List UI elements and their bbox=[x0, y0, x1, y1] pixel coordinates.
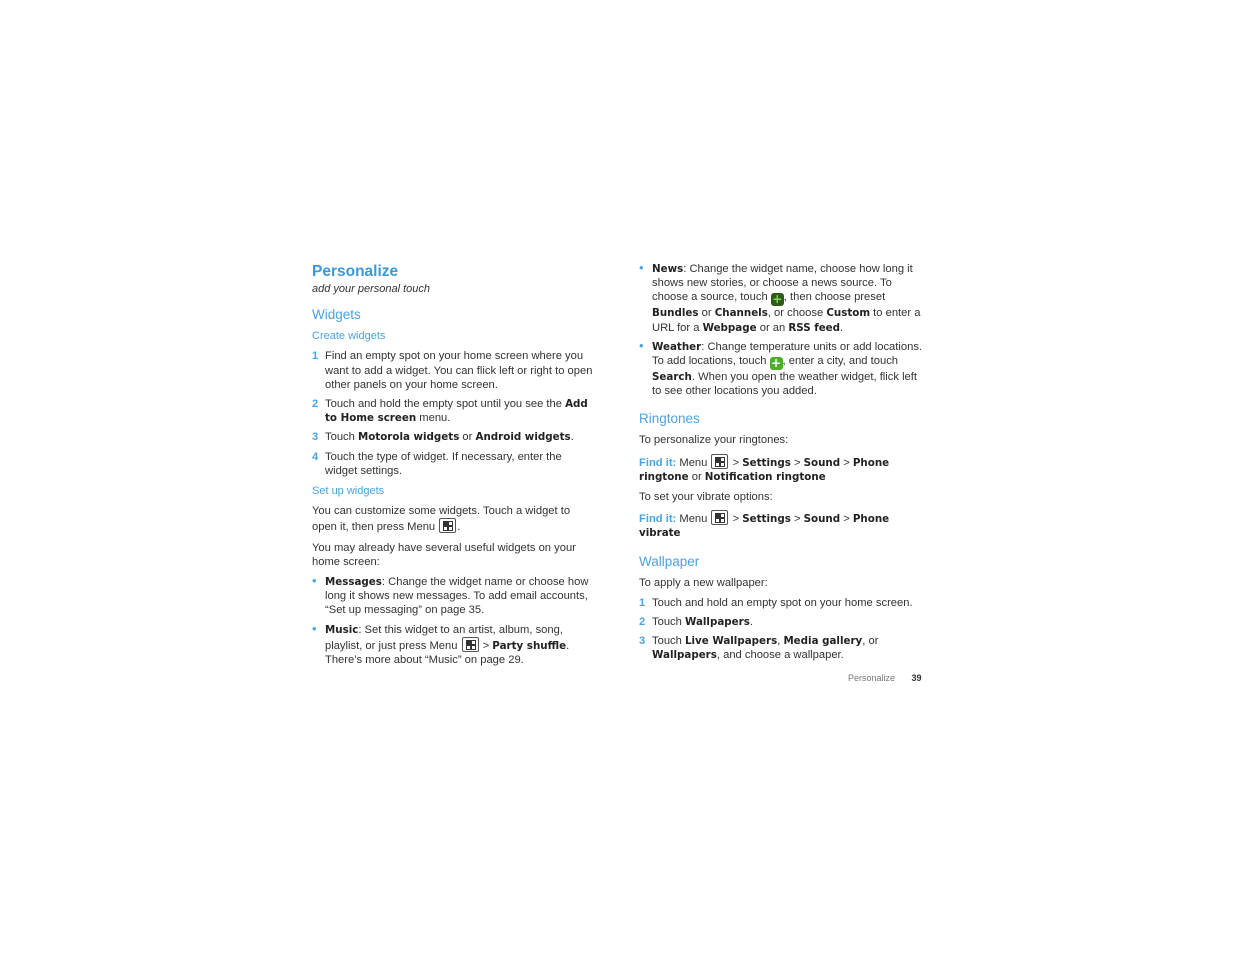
list-item: • Music: Set this widget to an artist, album, song, playlist, or just press Menu > Party shuffle. There’s more about “Music” on page 29. bbox=[312, 620, 570, 667]
menu-key-icon bbox=[439, 518, 456, 533]
create-widgets-heading: Create widgets bbox=[312, 330, 386, 343]
widget-bullets-right bbox=[639, 262, 924, 398]
bullet-icon: • bbox=[312, 620, 317, 636]
wallpaper-steps bbox=[639, 596, 924, 663]
list-item: 4 Touch the type of widget. If necessary, enter the widget settings. bbox=[312, 450, 562, 477]
ringtones-find-it: Find it: Menu > Settings > Sound > Phone ringtone or Notification ringtone bbox=[639, 454, 924, 484]
bullet-icon: • bbox=[639, 337, 644, 353]
setup-paragraph-2: You may already have several useful widgets on your home screen: bbox=[312, 541, 576, 568]
left-column bbox=[312, 262, 597, 673]
widgets-heading: Widgets bbox=[312, 307, 361, 323]
list-item: • News: Change the widget name, choose how long it shows new stories, or choose a news source. To choose a source, touch +, then choose preset Bundles or Channels, or choose Custom to enter a URL for a Webpage or an RSS feed. bbox=[639, 260, 921, 334]
footer-section: Personalize bbox=[848, 673, 896, 683]
menu-key-icon bbox=[711, 510, 728, 525]
page-number: 39 bbox=[911, 673, 922, 683]
setup-paragraph-1: You can customize some widgets. Touch a widget to open it, then press Menu . bbox=[312, 505, 571, 534]
list-item: 1 Touch and hold an empty spot on your home screen. bbox=[639, 596, 913, 609]
setup-widgets-heading: Set up widgets bbox=[312, 485, 385, 498]
wallpaper-intro: To apply a new wallpaper: bbox=[639, 576, 768, 589]
menu-key-icon bbox=[462, 637, 479, 652]
add-plus-icon: + bbox=[772, 292, 783, 307]
ringtones-intro: To personalize your ringtones: bbox=[639, 434, 789, 447]
list-item: • Messages: Change the widget name or choose how long it shows new messages. To add email accounts, “Set up messaging” on page 35. bbox=[312, 573, 589, 617]
wallpaper-heading: Wallpaper bbox=[639, 553, 700, 569]
list-item: 2 Touch Wallpapers. bbox=[639, 616, 753, 629]
page-subtitle: add your personal touch bbox=[312, 283, 431, 295]
bullet-icon: • bbox=[639, 260, 644, 275]
page-title: Personalize bbox=[312, 263, 399, 280]
vibrate-intro: To set your vibrate options: bbox=[639, 491, 773, 504]
create-widgets-steps bbox=[312, 349, 597, 478]
vibrate-find-it: Find it: Menu > Settings > Sound > Phone vibrate bbox=[639, 510, 924, 540]
menu-key-icon bbox=[711, 454, 728, 469]
add-plus-icon: + bbox=[771, 356, 782, 371]
bullet-icon: • bbox=[312, 573, 317, 589]
list-item: 1 Find an empty spot on your home screen where you want to add a widget. You can flick left or right to open other panels on your home screen. bbox=[312, 350, 593, 391]
widget-bullets-left bbox=[312, 575, 597, 667]
page-footer bbox=[848, 673, 922, 683]
list-item: • Weather: Change temperature units or add locations. To add locations, touch +, enter a city, and touch Search. When you open the weather widget, flick left to see other locations you added. bbox=[639, 337, 923, 398]
list-item: 3 Touch Live Wallpapers, Media gallery, or Wallpapers, and choose a wallpaper. bbox=[639, 635, 879, 662]
right-column bbox=[639, 262, 924, 669]
list-item: 2 Touch and hold the empty spot until you see the Add to Home screen menu. bbox=[312, 398, 588, 425]
ringtones-heading: Ringtones bbox=[639, 411, 700, 427]
list-item: 3 Touch Motorola widgets or Android widgets. bbox=[312, 431, 574, 444]
